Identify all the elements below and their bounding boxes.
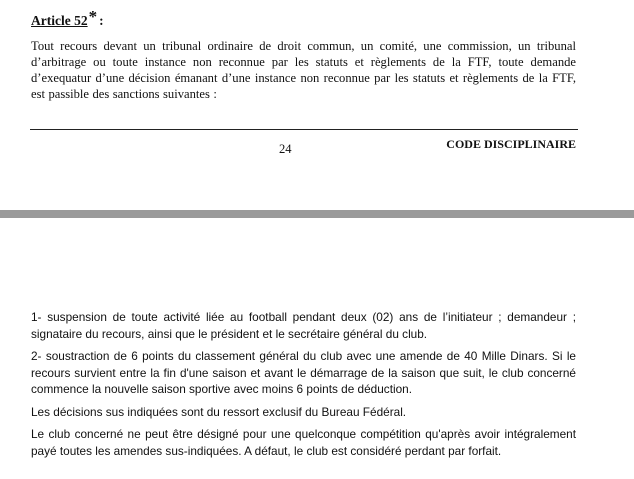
sanction-item-1: 1- suspension de toute activité liée au football pendant deux (02) ans de l’initiateur ; demandeur ; signataire du recours, ainsi que le président et le secrétaire général du club. (31, 310, 576, 341)
article-colon: : (99, 13, 104, 28)
page-top (0, 0, 634, 210)
article-asterisk: * (88, 7, 98, 26)
page-separator (0, 210, 634, 218)
sanction-item-2: 2- soustraction de 6 points du classement général du club avec une amende de 40 Mille Dinars. Si le recours survient entre la fin d'une saison et avant le démarrage de la saison que suit, le club concerné commence la nouvelle saison sportive avec moins 6 points de déduction. (31, 349, 576, 396)
footer-rule (30, 129, 578, 130)
sanctions-list (31, 309, 576, 465)
article-title: Article 52 (31, 13, 88, 28)
sanction-note-1: Les décisions sus indiquées sont du ressort exclusif du Bureau Fédéral. (31, 404, 407, 419)
article-body: Tout recours devant un tribunal ordinaire de droit commun, un comité, une commission, un tribunal d’arbitrage ou toute instance non reconnue par les statuts et règlements de la FTF, toute demande d’exequatur d’une décision émanant d’une instance non reconnue par les statuts et règlements de la FTF, est passible des sanctions suivantes : (31, 39, 576, 101)
sanction-note-2: Le club concerné ne peut être désigné pour une quelconque compétition qu'après avoir intégralement payé toutes les amendes sus-indiquées. A défaut, le club est considéré perdant par forfait. (31, 427, 576, 458)
code-label: CODE DISCIPLINAIRE (446, 137, 576, 151)
page-number: 24 (279, 142, 292, 156)
article-heading (31, 7, 104, 30)
